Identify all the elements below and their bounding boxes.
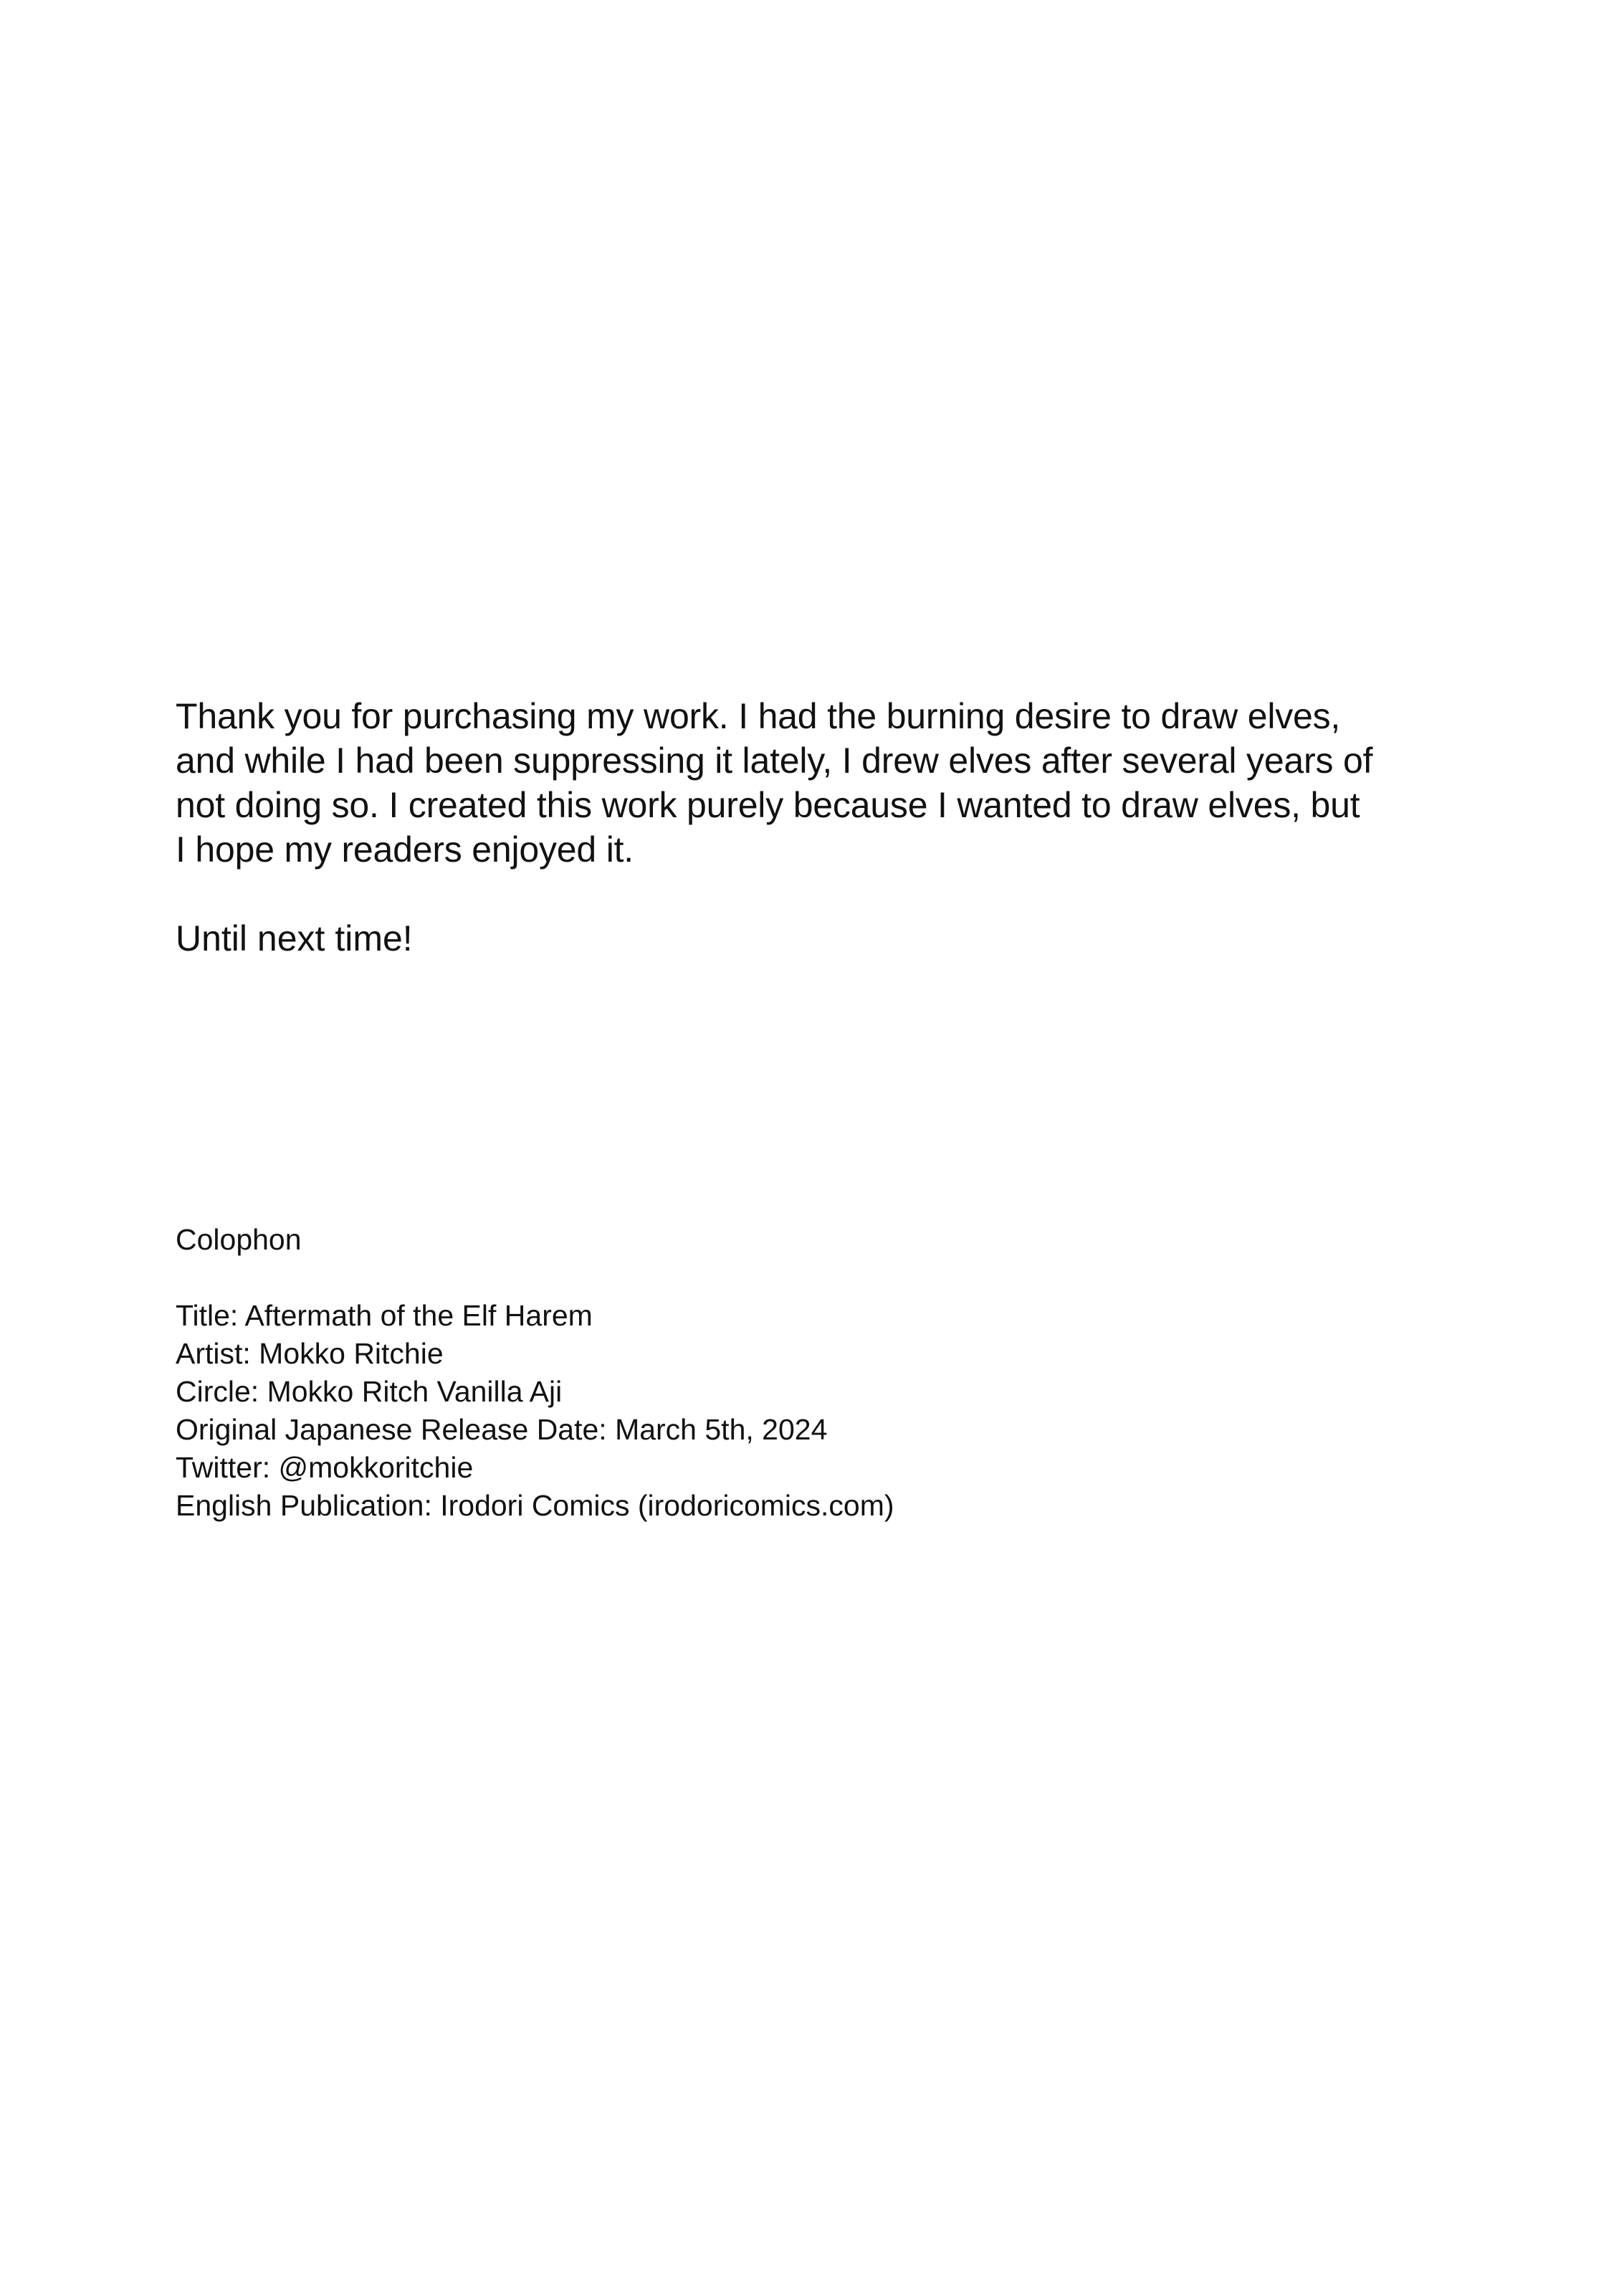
afterword-line: Thank you for purchasing my work. I had the burning desire to draw elves, <box>176 696 1341 736</box>
afterword-line: I hope my readers enjoyed it. <box>176 829 634 870</box>
afterword-line: and while I had been suppressing it lately, I drew elves after several years of <box>176 741 1373 781</box>
colophon-circle: Circle: Mokko Ritch Vanilla Aji <box>176 1375 563 1408</box>
colophon-details <box>176 1297 1466 1525</box>
colophon-artist: Artist: Mokko Ritchie <box>176 1337 444 1370</box>
colophon-heading: Colophon <box>176 1223 302 1256</box>
colophon-twitter: Twitter: @mokkoritchie <box>176 1451 474 1484</box>
colophon-publication: English Publication: Irodori Comics (irodoricomics.com) <box>176 1489 894 1522</box>
colophon-release-date: Original Japanese Release Date: March 5th, 2024 <box>176 1413 828 1446</box>
afterword-line: not doing so. I created this work purely because I wanted to draw elves, but <box>176 785 1360 825</box>
afterword <box>176 694 1466 961</box>
colophon-title: Title: Aftermath of the Elf Harem <box>176 1299 593 1332</box>
afterword-signoff: Until next time! <box>176 918 413 958</box>
colophon <box>176 1221 1466 1525</box>
